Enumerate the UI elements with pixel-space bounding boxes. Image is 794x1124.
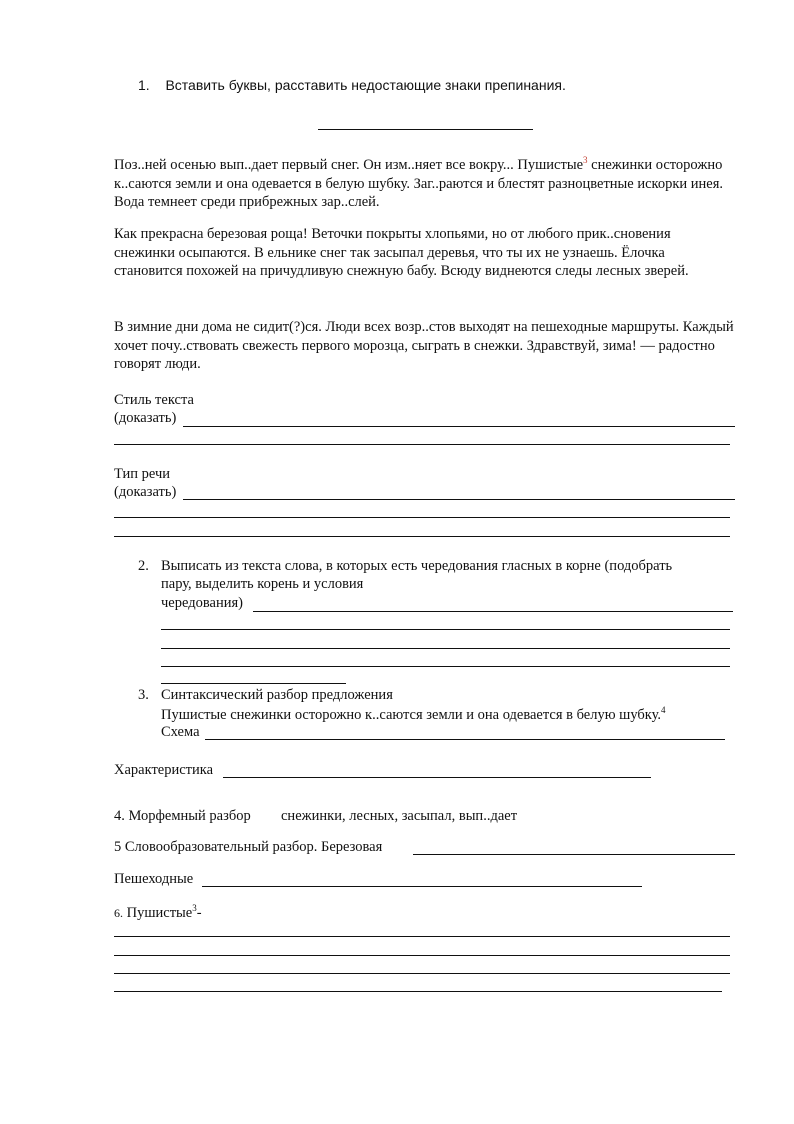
task6-answer-line-1[interactable] xyxy=(114,936,730,937)
task2-line-3: чередования) xyxy=(161,595,243,611)
task6-heading xyxy=(114,903,202,922)
task5-label: 5 Словообразовательный разбор. Березовая xyxy=(114,839,383,855)
task6-word: Пушистые xyxy=(126,905,193,921)
task2-line-2: пару, выделить корень и условия xyxy=(161,576,364,592)
speech-type-answer-line-2[interactable] xyxy=(114,517,730,518)
characteristic-label: Характеристика xyxy=(114,762,214,778)
style-answer-line-1[interactable] xyxy=(183,426,735,427)
task1-heading xyxy=(138,77,566,93)
task2-answer-line-3[interactable] xyxy=(161,648,730,649)
task6-dash: - xyxy=(196,905,202,921)
task2-answer-line-5[interactable] xyxy=(161,683,346,684)
task2-answer-line-4[interactable] xyxy=(161,666,730,667)
paragraph-3-text: В зимние дни дома не сидит(?)ся. Люди всех возр..стов выходят на пешеходные маршруты. Каждый хочет почу..ствовать свежесть первого морозца, сыграть в снежки. Здравствуй, зима! — радостно говорят люди. xyxy=(114,319,734,372)
task1-number: 1. xyxy=(138,77,150,93)
task3-title: Синтаксический разбор предложения xyxy=(161,687,393,703)
task2-answer-line-2[interactable] xyxy=(161,629,730,630)
task3-scheme-label: Схема xyxy=(161,724,200,740)
task6-answer-line-2[interactable] xyxy=(114,955,730,956)
task3-scheme-line[interactable] xyxy=(205,739,725,740)
style-answer-line-2[interactable] xyxy=(114,444,730,445)
task1-title: Вставить буквы, расставить недостающие знаки препинания. xyxy=(165,77,566,93)
paragraph-1-part-b: снежинки осторожно к..саются земли и она одевается в белую шубку. Заг..раются и блестят разноцветные искорки инея. Вода темнеет среди прибрежных зар..слей. xyxy=(114,157,724,210)
speech-type-label: Тип речи xyxy=(114,466,171,482)
text-paragraph-2 xyxy=(114,225,734,281)
task6-answer-line-3[interactable] xyxy=(114,973,730,974)
task5-answer-line[interactable] xyxy=(413,854,735,855)
text-paragraph-1 xyxy=(114,151,734,212)
task3-sentence: Пушистые снежинки осторожно к..саются земли и она одевается в белую шубку. xyxy=(161,707,662,723)
task6-answer-line-4[interactable] xyxy=(114,991,722,992)
title-blank-line xyxy=(318,129,533,130)
text-paragraph-3 xyxy=(114,318,734,374)
task3-footnote: 4 xyxy=(661,705,666,715)
style-label: Стиль текста xyxy=(114,392,194,408)
task2-number: 2. xyxy=(138,558,149,574)
task4-label: 4. Морфемный разбор xyxy=(114,808,251,824)
task2-line-1: Выписать из текста слова, в которых есть чередования гласных в корне (подобрать xyxy=(161,558,673,574)
speech-type-answer-line-3[interactable] xyxy=(114,536,730,537)
speech-type-prove-label: (доказать) xyxy=(114,484,177,500)
task3-number: 3. xyxy=(138,687,149,703)
task5-word-2-line[interactable] xyxy=(202,886,642,887)
task4-words: снежинки, лесных, засыпал, вып..дает xyxy=(281,808,518,824)
task5-word-2: Пешеходные xyxy=(114,871,194,887)
speech-type-answer-line-1[interactable] xyxy=(183,499,735,500)
style-prove-label: (доказать) xyxy=(114,410,177,426)
paragraph-1-footnote: 3 xyxy=(583,155,588,165)
task6-number: 6. xyxy=(114,906,123,920)
paragraph-1-part-a: Поз..ней осенью вып..дает первый снег. Он изм..няет все вокру... Пушистые xyxy=(114,157,584,173)
characteristic-line[interactable] xyxy=(223,777,651,778)
task6-footnote: 3 xyxy=(192,903,197,913)
task2-answer-line-1[interactable] xyxy=(253,611,733,612)
paragraph-2-text: Как прекрасна березовая роща! Веточки покрыты хлопьями, но от любого прик..сновения снежинки осыпаются. В ельнике снег так засыпал деревья, что ты их не узнаешь. Ёлочка становится похожей на причудливую снежную бабу. Всюду виднеются следы лесных зверей. xyxy=(114,226,689,279)
task3-sentence-wrap xyxy=(161,705,666,724)
